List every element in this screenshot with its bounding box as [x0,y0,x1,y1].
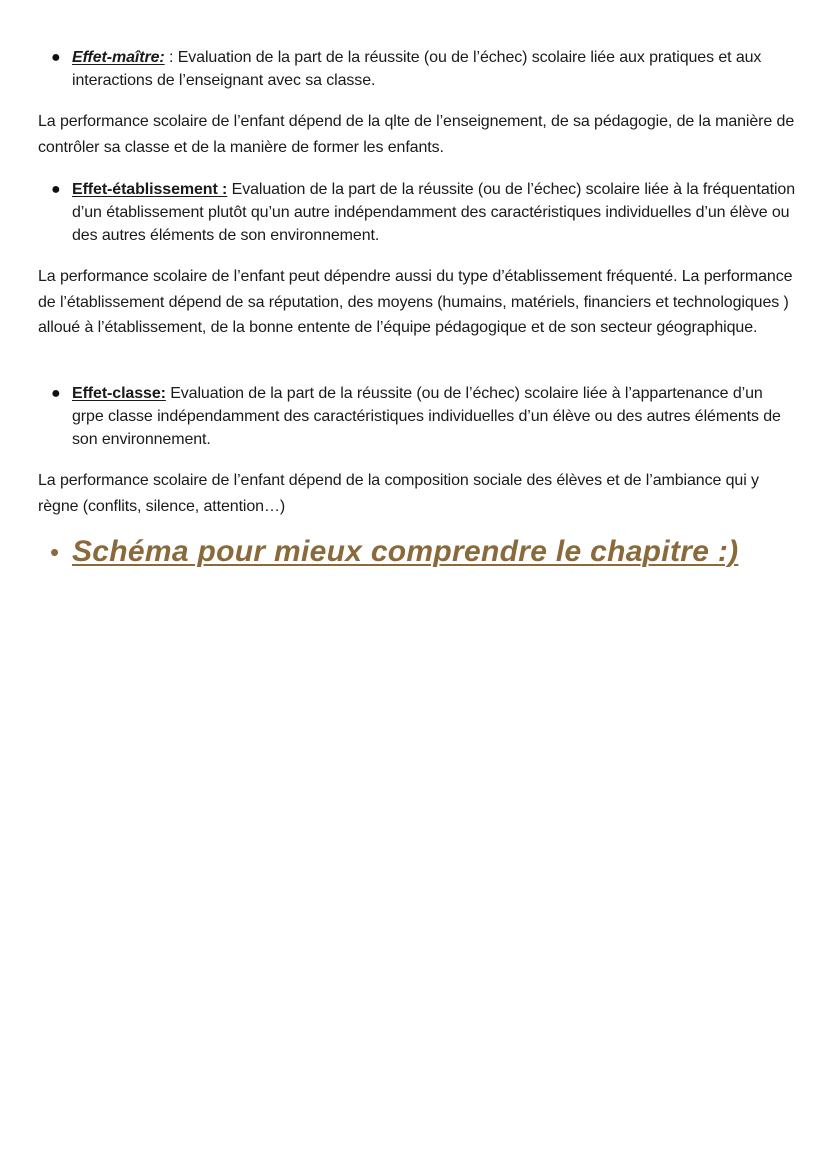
bullet-dot-icon: ● [51,385,61,402]
paragraph-effet-etablissement: La performance scolaire de l’enfant peut dépendre aussi du type d’établissement fréquenté. La performance de l’établissement dépend de sa réputation, des moyens (humains, matériels, financiers et technologiques ) alloué à l’établissement, de la bonne entente de l’équipe pédagogique et de son secteur géographique. [38,268,793,336]
bullet-dot-icon: ● [51,49,61,66]
heading-link[interactable]: Schéma pour mieux comprendre le chapitre :) [72,535,739,568]
bullet-text [72,46,798,92]
bullet-effet-maitre [38,46,798,92]
paragraph-effet-classe: La performance scolaire de l’enfant dépend de la composition sociale des élèves et de l’ambiance qui y règne (conflits, silence, attention…) [38,472,759,515]
term-effet-maitre: Effet-maître: [72,49,165,66]
bullet-description: : Evaluation de la part de la réussite (ou de l’échec) scolaire liée aux pratiques et aux interactions de l’enseignant avec sa classe. [72,49,762,89]
term-effet-classe: Effet-classe: [72,385,166,402]
bullet-effet-classe [38,382,798,451]
section-heading [38,530,798,574]
bullet-effet-etablissement [38,178,798,247]
paragraph-effet-maitre: La performance scolaire de l’enfant dépend de la qlte de l’enseignement, de sa pédagogie, de la manière de contrôler sa classe et de la manière de former les enfants. [38,113,795,156]
bullet-text [72,178,798,247]
term-effet-etablissement: Effet-établissement : [72,181,228,198]
bullet-description: Evaluation de la part de la réussite (ou de l’échec) scolaire liée à la fréquentation d’un établissement plutôt qu’un autre indépendamment des caractéristiques individuelles d’un élève ou des autres éléments de son environnement. [72,181,796,244]
bullet-dot-icon: ● [51,181,61,198]
bullet-description: Evaluation de la part de la réussite (ou de l’échec) scolaire liée à l’appartenance d’un grpe classe indépendamment des caractéristiques individuelles d’un élève ou des autres éléments de son environnement. [72,385,781,448]
heading-bullet-icon: • [50,537,60,567]
bullet-text [72,382,798,451]
